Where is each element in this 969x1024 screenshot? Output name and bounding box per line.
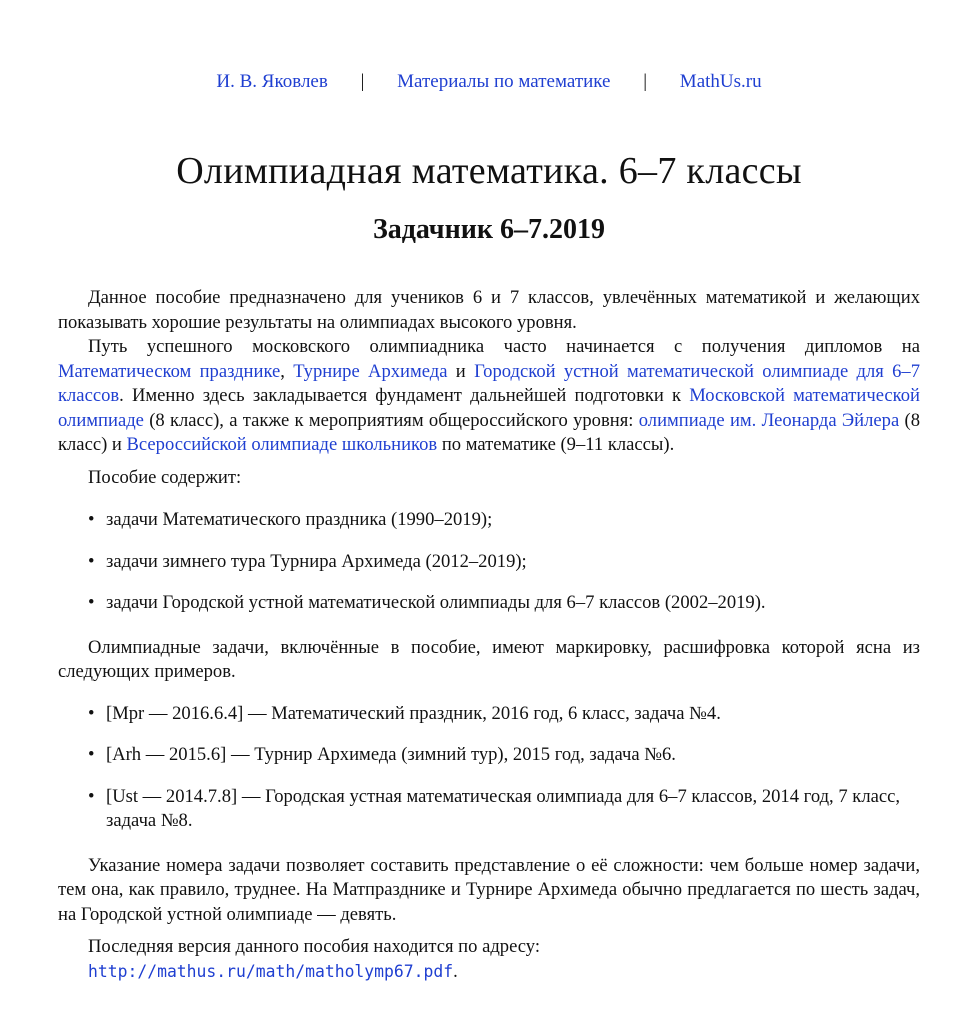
contents-list [58, 508, 920, 616]
list-item: • [Ust — 2014.7.8] — Городская устная математическая олимпиада для 6–7 классов, 2014 год, 7 класс, задача №8. [88, 785, 901, 831]
pdf-url-link[interactable]: http://mathus.ru/math/matholymp67.pdf [88, 961, 454, 981]
bullet-icon: • [88, 509, 95, 530]
list-item: • задачи зимнего тура Турнира Архимеда (2012–2019); [58, 550, 920, 575]
intro-paragraph-1: Данное пособие предназначено для учеников 6 и 7 классов, увлечённых математикой и желающих показывать хорошие результаты на олимпиадах высокого уровня. [58, 287, 920, 333]
bullet-icon: • [88, 550, 95, 572]
link-moscow-olympiad[interactable]: Московской математической олимпиаде [58, 385, 920, 431]
difficulty-paragraph: Указание номера задачи позволяет составить представление о её сложности: чем больше номер задачи, тем она, как правило, труднее. На Матпразднике и Турнире Архимеда обычно предлагается по шесть задач, на Городской устной олимпиаде — девять. [58, 854, 920, 925]
list-item: • задачи Городской устной математической олимпиады для 6–7 классов (2002–2019). [58, 591, 920, 616]
intro-paragraph-2: Путь успешного московского олимпиадника часто начинается с получения дипломов на Математическом празднике, Турнире Архимеда и Городской устной математической олимпиаде для 6–7 классов. Именно здесь закладывается фундамент дальнейшей подготовки к Московской математической олимпиаде (8 класс), а также к мероприятиям общероссийского уровня: олимпиаде им. Леонарда Эйлера (8 класс) и Всероссийской олимпиаде школьников по математике (9–11 классы). [58, 336, 920, 455]
bullet-icon: • [88, 702, 95, 724]
link-archimedes-tournament[interactable]: Турнире Архимеда [293, 360, 448, 382]
header-nav [58, 71, 920, 93]
site-link[interactable]: MathUs.ru [679, 71, 762, 92]
link-math-festival[interactable]: Математическом празднике [58, 360, 281, 382]
header-separator: | [360, 71, 365, 92]
link-all-russian-olympiad[interactable]: Всероссийской олимпиаде школьников [126, 434, 438, 455]
list-item: • [Arh — 2015.6] — Турнир Архимеда (зимний тур), 2015 год, задача №6. [58, 743, 920, 768]
link-euler-olympiad[interactable]: олимпиаде им. Леонарда Эйлера [638, 409, 900, 431]
list-item: • задачи Математического праздника (1990–2019); [58, 508, 920, 533]
bullet-icon: • [88, 744, 95, 765]
latest-version-paragraph: Последняя версия данного пособия находится по адресу: [88, 936, 541, 957]
bullet-icon: • [88, 785, 95, 807]
examples-list [58, 702, 920, 834]
document-body [58, 286, 920, 984]
list-item: • [Mpr — 2016.6.4] — Математический праздник, 2016 год, 6 класс, задача №4. [58, 702, 920, 727]
link-city-oral-olympiad[interactable]: Городской устной математической олимпиаде для 6–7 классов [58, 360, 920, 406]
contents-heading: Пособие содержит: [88, 466, 242, 488]
materials-link[interactable]: Материалы по математике [397, 71, 611, 92]
page-title: Олимпиадная математика. 6–7 классы [176, 150, 802, 192]
marking-intro-paragraph: Олимпиадные задачи, включённые в пособие, имеют маркировку, расшифровка которой ясна из следующих примеров. [58, 636, 920, 682]
author-link[interactable]: И. В. Яковлев [216, 71, 328, 92]
page-subtitle: Задачник 6–7.2019 [372, 214, 605, 245]
url-line: http://mathus.ru/math/matholymp67.pdf. [88, 960, 458, 982]
header-separator: | [643, 71, 648, 92]
bullet-icon: • [88, 592, 95, 613]
